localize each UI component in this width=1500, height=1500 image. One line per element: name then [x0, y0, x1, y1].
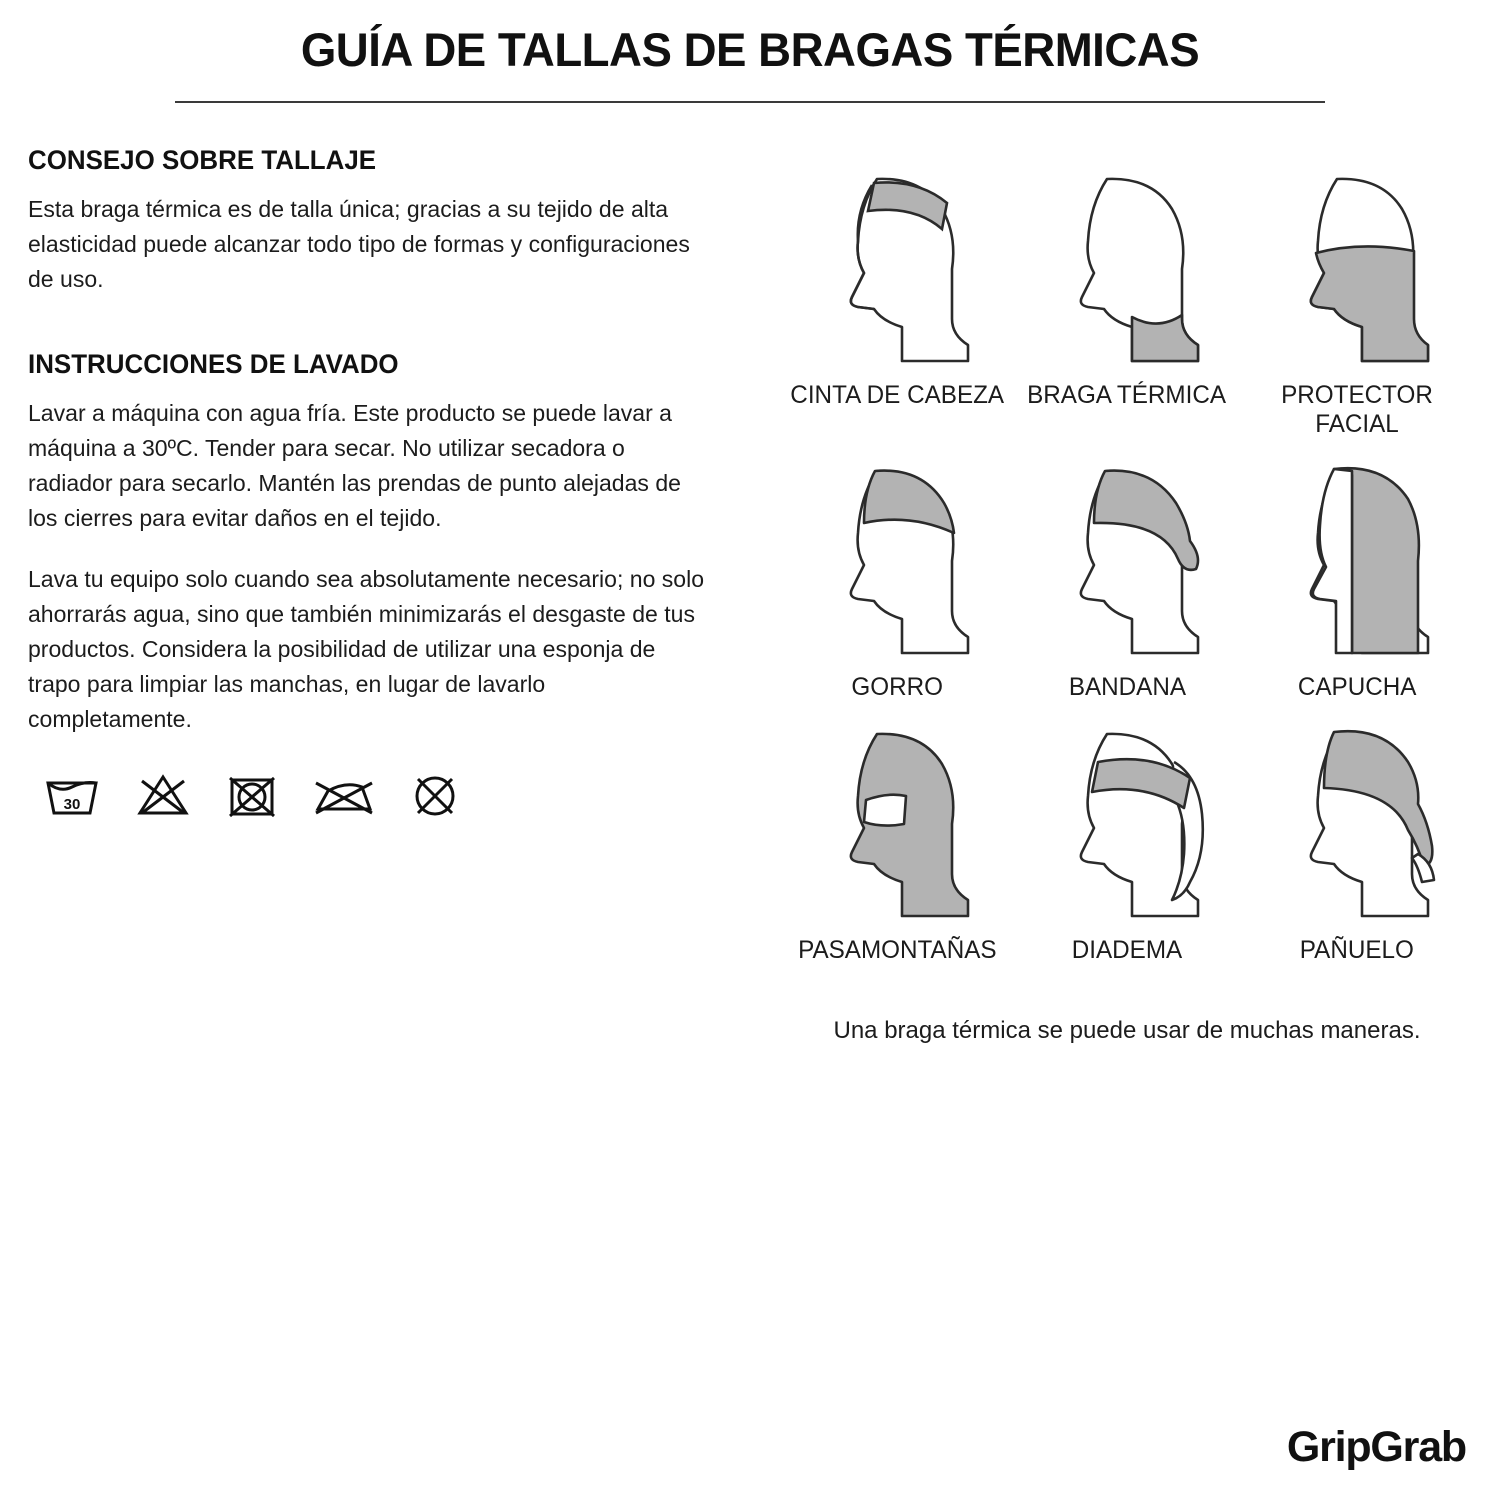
usage-item-hairband	[1012, 704, 1242, 965]
usage-item-bandana	[1012, 441, 1242, 702]
usage-label: PAÑUELO	[1299, 936, 1415, 964]
washing-paragraph-2: Lava tu equipo solo cuando sea absolutamente necesario; no solo ahorrarás agua, sino que también minimizarás el desgaste de tus productos. Considera la posibilidad de utilizar una esponja de trapo para limpiar las manchas, en lugar de lavarlo completamente.	[28, 566, 705, 732]
cap-illustration	[782, 441, 1012, 671]
usage-label: CAPUCHA	[1297, 673, 1417, 701]
usage-column	[754, 145, 1472, 1045]
content-columns	[0, 103, 1500, 1045]
face-mask-illustration	[1242, 149, 1472, 379]
sizing-heading: CONSEJO SOBRE TALLAJE	[28, 145, 377, 175]
usage-item-cap	[782, 441, 1012, 702]
usage-item-hood	[1242, 441, 1472, 702]
do-not-iron-icon	[312, 771, 376, 819]
usage-item-neck-warmer	[1012, 149, 1242, 439]
usage-label: BANDANA	[1068, 673, 1186, 701]
care-symbols-row	[28, 771, 724, 819]
usage-item-balaclava	[782, 704, 1012, 965]
hood-illustration	[1242, 441, 1472, 671]
usage-item-face-mask	[1242, 149, 1472, 439]
text-column	[28, 145, 754, 1045]
section-spacer	[28, 323, 724, 349]
do-not-tumble-dry-icon	[226, 771, 278, 819]
do-not-bleach-icon	[134, 771, 192, 819]
headband-illustration	[782, 149, 1012, 379]
page-title: GUÍA DE TALLAS DE BRAGAS TÉRMICAS	[300, 23, 1200, 76]
neck-warmer-illustration	[1012, 149, 1242, 379]
usage-item-scarf	[1242, 704, 1472, 965]
usage-label: DIADEMA	[1071, 936, 1183, 964]
machine-wash-30-icon	[44, 771, 100, 819]
usage-label: CINTA DE CABEZA	[790, 381, 1004, 409]
do-not-dry-clean-icon	[410, 771, 460, 819]
washing-paragraph-1: Lavar a máquina con agua fría. Este producto se puede lavar a máquina a 30ºC. Tender para secar. No utilizar secadora o radiador para secarlo. Mantén las prendas de punto alejadas de los cierres para evitar daños en el tejido.	[28, 400, 681, 531]
usage-label: PROTECTOR FACIAL	[1281, 381, 1433, 438]
usage-item-headband	[782, 149, 1012, 439]
scarf-illustration	[1242, 704, 1472, 934]
sizing-paragraph: Esta braga térmica es de talla única; gracias a su tejido de alta elasticidad puede alcanzar todo tipo de formas y configuraciones de uso.	[28, 196, 690, 292]
balaclava-illustration	[782, 704, 1012, 934]
usage-grid	[782, 149, 1472, 965]
bandana-illustration	[1012, 441, 1242, 671]
usage-grid-caption: Una braga térmica se puede usar de muchas maneras.	[833, 1017, 1421, 1044]
usage-label: GORRO	[851, 673, 943, 701]
svg-text:30: 30	[63, 796, 81, 813]
washing-heading: INSTRUCCIONES DE LAVADO	[28, 349, 399, 379]
usage-label: PASAMONTAÑAS	[797, 936, 997, 964]
hairband-illustration	[1012, 704, 1242, 934]
usage-label: BRAGA TÉRMICA	[1027, 381, 1227, 409]
brand-logo: GripGrab	[1286, 1423, 1466, 1471]
